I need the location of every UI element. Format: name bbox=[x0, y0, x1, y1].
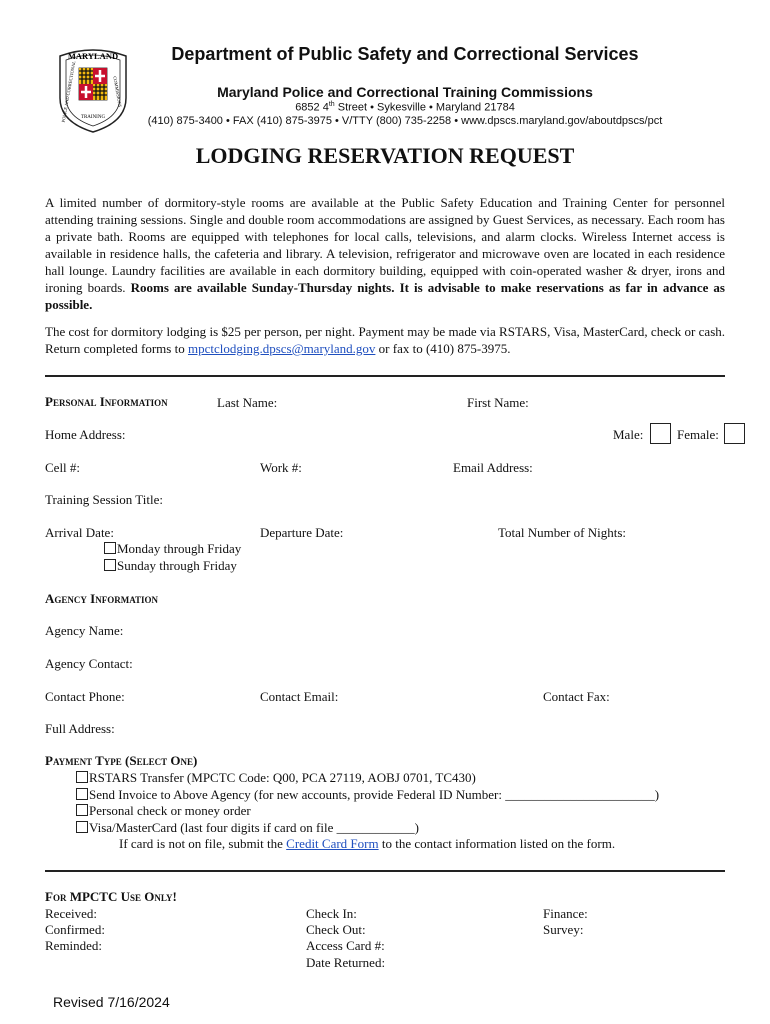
contact-line: (410) 875-3400 • FAX (410) 875-3975 • V/TTY (800) 735-2258 • www.dpscs.maryland.gov/aboutdpscs/pct bbox=[147, 115, 663, 127]
full-address-label: Full Address: bbox=[45, 721, 115, 736]
intro-paragraph: A limited number of dormitory-style rooms are available at the Public Safety Education and Training Center for personnel attending training sessions. Single and double room accommodations are assigned by Guest Services, as necessary. Each room has a private bath. Rooms are equipped with telephones for local calls, televisions, and alarm clocks. Wireless Internet access is available in residence halls, the cafeteria and library. A television, refrigerator and microwave oven are located in each residence hall lounge. Laundry facilities are available in each dormitory building, equipped with coin-operated washer & dryer, irons and ironing boards. Rooms are available Sunday-Thursday nights. It is advisable to make reservations as far in advance as possible. bbox=[45, 195, 725, 312]
last-name-label: Last Name: bbox=[217, 395, 278, 410]
svg-text:MARYLAND: MARYLAND bbox=[67, 51, 119, 61]
weekday-option[interactable]: Monday through Friday bbox=[104, 541, 241, 557]
work-label: Work #: bbox=[260, 460, 302, 475]
received-label: Received: bbox=[45, 906, 97, 921]
svg-text:POLICE AND CORRECTIONAL: POLICE AND CORRECTIONAL bbox=[60, 60, 77, 123]
sunday-option[interactable]: Sunday through Friday bbox=[104, 558, 237, 574]
agency-name-label: Agency Name: bbox=[45, 623, 124, 638]
rstars-option[interactable]: RSTARS Transfer (MPCTC Code: Q00, PCA 27119, AOBJ 0701, TC430) bbox=[76, 770, 476, 786]
reminded-label: Reminded: bbox=[45, 938, 103, 953]
invoice-option[interactable]: Send Invoice to Above Agency (for new accounts, provide Federal ID Number: _______________________) bbox=[76, 787, 659, 803]
credit-card-form-link[interactable]: Credit Card Form bbox=[286, 836, 379, 851]
finance-label: Finance: bbox=[543, 906, 588, 921]
credit-card-note: If card is not on file, submit the Credit Card Form to the contact information listed on the form. bbox=[119, 836, 616, 851]
rstars-checkbox[interactable] bbox=[76, 771, 88, 783]
weekday-checkbox[interactable] bbox=[104, 542, 116, 554]
female-checkbox[interactable] bbox=[724, 423, 745, 444]
payment-type-heading: Payment Type (Select One) bbox=[45, 753, 198, 768]
agency-information-heading: Agency Information bbox=[45, 591, 159, 606]
check-option[interactable]: Personal check or money order bbox=[76, 803, 251, 819]
female-label: Female: bbox=[677, 427, 719, 442]
svg-text:TRAINING: TRAINING bbox=[80, 115, 106, 120]
male-label: Male: bbox=[613, 427, 644, 442]
confirmed-label: Confirmed: bbox=[45, 922, 105, 937]
card-checkbox[interactable] bbox=[76, 821, 88, 833]
card-option[interactable]: Visa/MasterCard (last four digits if card on file ____________) bbox=[76, 820, 419, 836]
svg-text:COMMISSIONS: COMMISSIONS bbox=[112, 75, 123, 108]
agency-contact-label: Agency Contact: bbox=[45, 656, 133, 671]
email-label: Email Address: bbox=[453, 460, 533, 475]
date-returned-label: Date Returned: bbox=[306, 955, 386, 970]
department-title: Department of Public Safety and Correctional Services bbox=[171, 44, 639, 64]
departure-date-label: Departure Date: bbox=[260, 525, 344, 540]
office-use-heading: For MPCTC Use Only! bbox=[45, 889, 177, 904]
contact-fax-label: Contact Fax: bbox=[543, 689, 610, 704]
contact-email-label: Contact Email: bbox=[260, 689, 339, 704]
check-in-label: Check In: bbox=[306, 906, 357, 921]
access-card-label: Access Card #: bbox=[306, 938, 385, 953]
personal-information-heading: Personal Information bbox=[45, 394, 168, 409]
sunday-checkbox[interactable] bbox=[104, 559, 116, 571]
check-checkbox[interactable] bbox=[76, 804, 88, 816]
office-divider bbox=[45, 870, 725, 872]
commission-title: Maryland Police and Correctional Training Commissions bbox=[217, 84, 593, 100]
lodging-email-link[interactable]: mpctclodging.dpscs@maryland.gov bbox=[187, 341, 376, 356]
first-name-label: First Name: bbox=[467, 395, 529, 410]
contact-phone-label: Contact Phone: bbox=[45, 689, 125, 704]
male-checkbox[interactable] bbox=[650, 423, 671, 444]
street-address: 6852 4th Street • Sykesville • Maryland 21784 bbox=[295, 101, 515, 114]
home-address-label: Home Address: bbox=[45, 427, 126, 442]
total-nights-label: Total Number of Nights: bbox=[498, 525, 626, 540]
revision-date: Revised 7/16/2024 bbox=[53, 994, 170, 1010]
form-title: LODGING RESERVATION REQUEST bbox=[195, 143, 575, 168]
arrival-date-label: Arrival Date: bbox=[45, 525, 114, 540]
invoice-checkbox[interactable] bbox=[76, 788, 88, 800]
training-session-label: Training Session Title: bbox=[45, 492, 164, 507]
check-out-label: Check Out: bbox=[306, 922, 366, 937]
section-divider bbox=[45, 375, 725, 377]
cost-paragraph: The cost for dormitory lodging is $25 per person, per night. Payment may be made via RSTARS, Visa, MasterCard, check or cash. Return completed forms to mpctclodging.dpscs@maryland.gov or fax to (410) 875-3975. bbox=[45, 324, 725, 356]
cell-label: Cell #: bbox=[45, 460, 81, 475]
survey-label: Survey: bbox=[543, 922, 584, 937]
